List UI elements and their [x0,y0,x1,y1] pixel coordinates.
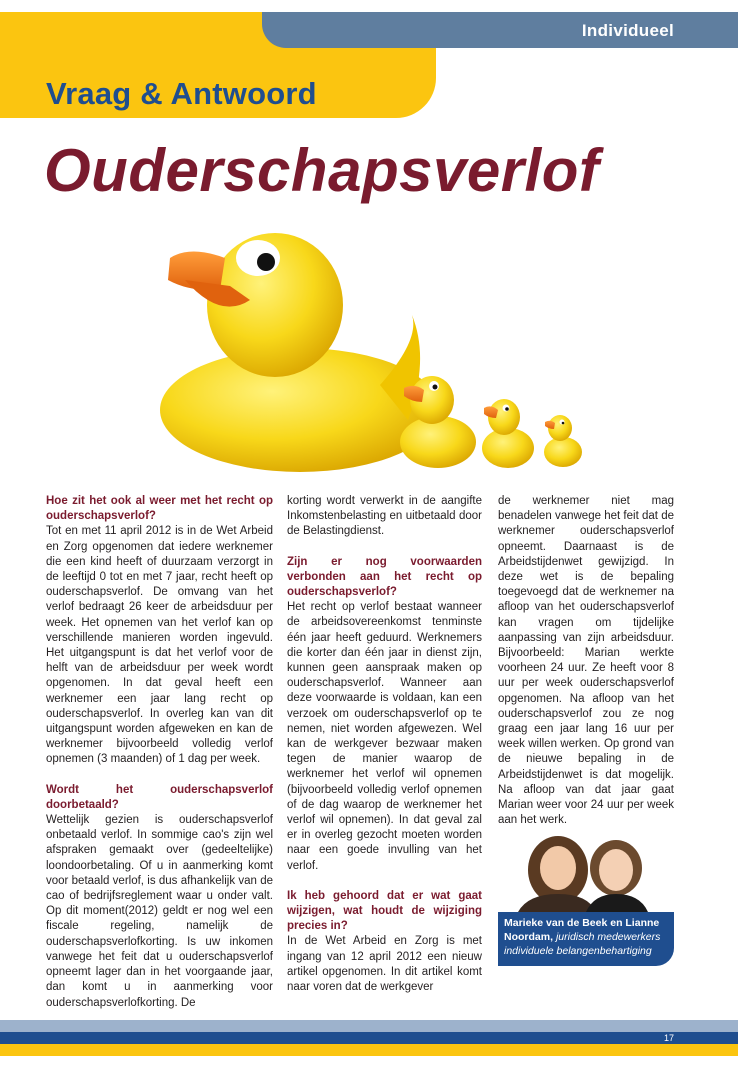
author-caption [504,916,670,958]
answer-paragraph: Het recht op verlof bestaat wanneer de arbeidsovereenkomst tenminste één jaar heeft geduurd. Werknemers die korter dan één jaar in dienst zijn, kunnen geen aanspraak maken op ouderschapsverlof. Wanneer aan deze voorwaarde is voldaan, kan een verzoek om ouderschapsverlof op te nemen, niet worden afgewezen. Wel kan de werkgever bezwaar maken tegen de manier waarop de werknemer het verlof wil opnemen (bijvoorbeeld volledig verlof opnemen of de dag waarop de werknemer het verlof wil opnemen). In dat geval zal er in overleg gezocht moeten worden naar een goede invulling van het verlof. [287,601,482,872]
tiny-duck [544,415,582,467]
page-number: 17 [663,1033,674,1043]
author-names: Marieke van de Beek en Lianne Noordam, [504,917,660,943]
tab-label: Individueel [581,21,674,40]
answer-paragraph: de werknemer niet mag benadelen vanwege het feit dat de werknemer ouderschapsverlof opneemt. Daarnaast is de Arbeidstijdenwet gewijzigd. In deze wet is de bepaling toegevoegd dat de werknemer na afloop van het ouderschapsverlof kan vragen om tijdelijke aanpassing van zijn arbeidsduur. Bijvoorbeeld: Marian werkte voorheen 24 uur. Ze heeft voor 8 uur per week ouderschapsverlof opgenomen. Na afloop van het ouderschapsverlof zou ze nog graag een jaar lang 16 uur per week willen werken. Op grond van de nieuwe bepaling in de Arbeidstijdenwet is dat mogelijk. Na afloop van dat jaar gaat Marian weer voor 24 uur per week aan het werk. [498,495,674,827]
author-box [498,828,674,966]
authors-photo [498,828,674,912]
section-tab [262,12,738,48]
page-title: Ouderschapsverlof [44,137,600,204]
question-heading: Zijn er nog voorwaarden verbonden aan het recht op ouderschapsverlof? [287,555,482,599]
small-duck [482,399,534,468]
answer-paragraph: Tot en met 11 april 2012 is in de Wet Arbeid en Zorg opgenomen dat iedere werknemer die een kind heeft of duurzaam verzorgt in de leeftijd 0 tot en met 7 jaar, recht heeft op ouderschapsverlof. De omvang van het verlof bedraagt 26 keer de arbeidsduur per week. Het opnemen van het verlof kan op verschillende manieren worden ingevuld. Het uitgangspunt is dat het verlof voor de helft van de arbeidsduur per week wordt opgenomen. In dat geval heeft een werknemer een jaar lang recht op ouderschapsverlof. In overleg kan van dit uitgangspunt worden afgeweken en kan de werknemer bijvoorbeeld volledig verlof opnemen (3 maanden) of 1 dag per week. [46,525,273,766]
big-duck [160,233,440,472]
article-column-1 [46,494,273,1026]
answer-paragraph: Wettelijk gezien is ouderschapsverlof onbetaald verlof. In sommige cao's zijn wel afspraken gemaakt over (gedeeltelijke) loondoorbetaling. Of u in aanmerking komt voor betaald verlof, is dus afhankelijk van de cao of bedrijfsreglement waar u onder valt. Op dit moment(2012) geldt er nog wel een fiscale regeling, namelijk de ouderschapsverlofkorting. Is uw inkomen vanwege het feit dat u ouderschapsverlof opneemt lager dan in het voorgaande jaar, dan komt u in aanmerking voor ouderschapsverlofkorting. De [46,814,273,1009]
article-column-3 [498,494,674,843]
answer-paragraph: In de Wet Arbeid en Zorg is met ingang van 12 april 2012 een nieuw artikel opgenomen. In dit artikel komt naar voren dat de werkgever [287,935,482,994]
author-role: juridisch medewerkers individuele belangenbehartiging [504,931,661,957]
question-heading: Hoe zit het ook al weer met het recht op ouderschapsverlof? [46,495,273,523]
footer-band-blue [0,1032,738,1044]
footer-band-light [0,1020,738,1032]
question-heading: Wordt het ouderschapsverlof doorbetaald? [46,783,273,811]
section-title: Vraag & Antwoord [46,76,317,111]
rubber-ducks-photo [150,220,650,482]
answer-paragraph: korting wordt verwerkt in de aangifte Inkomstenbelasting en uitbetaald door de Belastingdienst. [287,495,482,538]
question-heading: Ik heb gehoord dat er wat gaat wijzigen, wat houdt de wijziging precies in? [287,889,482,933]
top-margin [0,0,738,12]
footer-band-yellow [0,1044,738,1056]
article-column-2 [287,494,482,1010]
